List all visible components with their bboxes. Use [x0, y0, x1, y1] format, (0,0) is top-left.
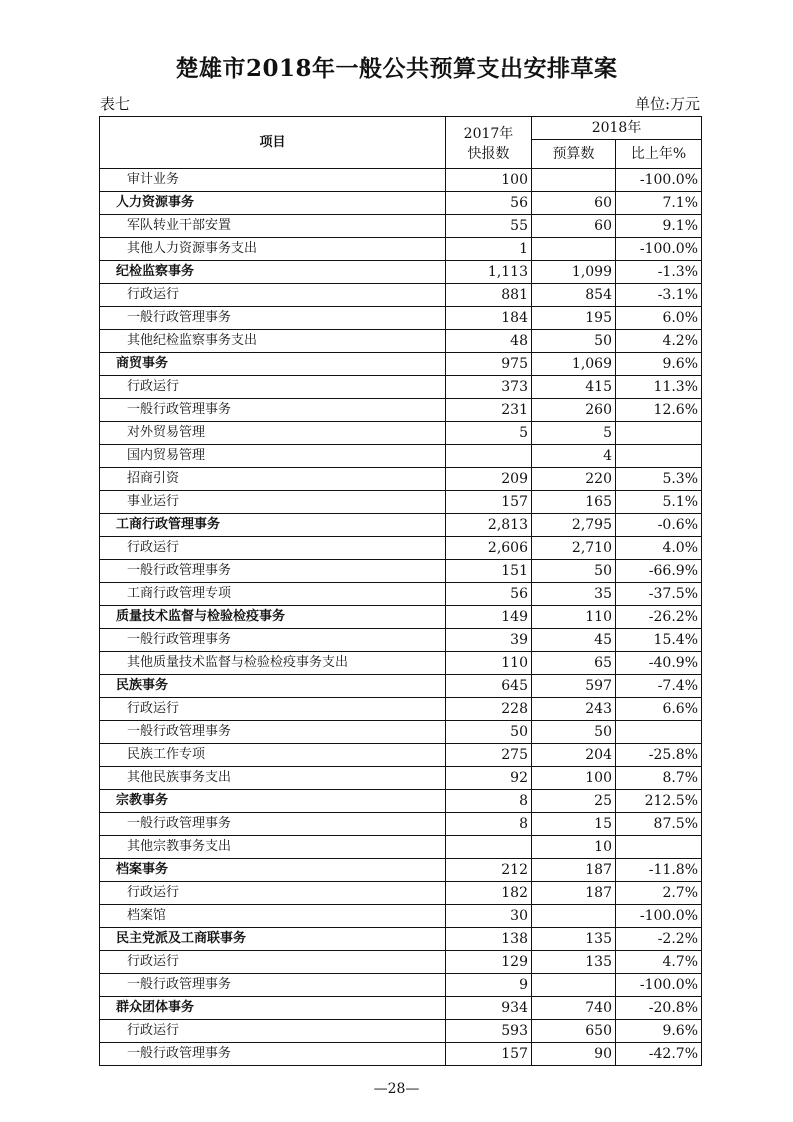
row-item-name: 一般行政管理事务: [100, 721, 446, 744]
row-item-name: 行政运行: [100, 284, 446, 307]
row-item-name: 其他人力资源事务支出: [100, 238, 446, 261]
table-row: [100, 790, 702, 813]
row-ratio-value: -100.0%: [616, 169, 702, 192]
row-ratio-value: -20.8%: [616, 997, 702, 1020]
row-ratio-value: 9.1%: [616, 215, 702, 238]
row-2017-value: [446, 445, 532, 468]
row-budget-value: 65: [532, 652, 616, 675]
row-budget-value: 135: [532, 928, 616, 951]
row-2017-value: 593: [446, 1020, 532, 1043]
table-row: [100, 675, 702, 698]
row-item-name: 一般行政管理事务: [100, 560, 446, 583]
row-budget-value: 110: [532, 606, 616, 629]
row-2017-value: 182: [446, 882, 532, 905]
row-budget-value: 100: [532, 767, 616, 790]
table-row: [100, 974, 702, 997]
row-item-name: 其他宗教事务支出: [100, 836, 446, 859]
row-budget-value: 25: [532, 790, 616, 813]
row-ratio-value: -100.0%: [616, 238, 702, 261]
row-2017-value: 275: [446, 744, 532, 767]
table-row: [100, 353, 702, 376]
row-item-name: 一般行政管理事务: [100, 974, 446, 997]
row-item-name: 军队转业干部安置: [100, 215, 446, 238]
table-row: [100, 882, 702, 905]
row-item-name: 档案馆: [100, 905, 446, 928]
table-row: [100, 169, 702, 192]
row-ratio-value: -3.1%: [616, 284, 702, 307]
row-budget-value: [532, 169, 616, 192]
row-ratio-value: -11.8%: [616, 859, 702, 882]
table-label: 表七: [100, 95, 131, 113]
row-item-name: 民族事务: [100, 675, 446, 698]
row-2017-value: 100: [446, 169, 532, 192]
row-2017-value: 184: [446, 307, 532, 330]
row-item-name: 行政运行: [100, 698, 446, 721]
row-ratio-value: -40.9%: [616, 652, 702, 675]
row-budget-value: 204: [532, 744, 616, 767]
table-row: [100, 951, 702, 974]
row-2017-value: 881: [446, 284, 532, 307]
row-budget-value: 220: [532, 468, 616, 491]
row-item-name: 群众团体事务: [100, 997, 446, 1020]
header-2017: [446, 117, 532, 169]
row-2017-value: 1,113: [446, 261, 532, 284]
row-item-name: 工商行政管理事务: [100, 514, 446, 537]
row-ratio-value: 6.0%: [616, 307, 702, 330]
row-ratio-value: -7.4%: [616, 675, 702, 698]
table-row: [100, 606, 702, 629]
row-2017-value: 228: [446, 698, 532, 721]
table-row: [100, 491, 702, 514]
row-2017-value: 2,813: [446, 514, 532, 537]
row-2017-value: 55: [446, 215, 532, 238]
row-2017-value: 138: [446, 928, 532, 951]
row-ratio-value: -100.0%: [616, 905, 702, 928]
row-ratio-value: 4.7%: [616, 951, 702, 974]
row-budget-value: 90: [532, 1043, 616, 1066]
row-item-name: 民族工作专项: [100, 744, 446, 767]
row-item-name: 其他质量技术监督与检验检疫事务支出: [100, 652, 446, 675]
row-budget-value: 165: [532, 491, 616, 514]
row-ratio-value: 15.4%: [616, 629, 702, 652]
row-item-name: 宗教事务: [100, 790, 446, 813]
row-ratio-value: -26.2%: [616, 606, 702, 629]
row-item-name: 一般行政管理事务: [100, 813, 446, 836]
row-budget-value: 10: [532, 836, 616, 859]
row-ratio-value: -1.3%: [616, 261, 702, 284]
row-budget-value: 415: [532, 376, 616, 399]
row-ratio-value: 9.6%: [616, 353, 702, 376]
table-row: [100, 928, 702, 951]
row-ratio-value: -37.5%: [616, 583, 702, 606]
row-item-name: 行政运行: [100, 1020, 446, 1043]
row-2017-value: 30: [446, 905, 532, 928]
row-budget-value: 5: [532, 422, 616, 445]
table-body: [100, 169, 702, 1066]
header-2017-label: 快报数: [467, 145, 510, 162]
table-row: [100, 905, 702, 928]
row-item-name: 一般行政管理事务: [100, 1043, 446, 1066]
row-ratio-value: [616, 422, 702, 445]
row-item-name: 其他民族事务支出: [100, 767, 446, 790]
row-budget-value: 597: [532, 675, 616, 698]
row-2017-value: 149: [446, 606, 532, 629]
row-budget-value: 187: [532, 882, 616, 905]
document-title: 楚雄市2018年一般公共预算支出安排草案: [175, 55, 618, 82]
row-2017-value: 56: [446, 583, 532, 606]
row-2017-value: 110: [446, 652, 532, 675]
row-ratio-value: 11.3%: [616, 376, 702, 399]
row-budget-value: 854: [532, 284, 616, 307]
row-ratio-value: 212.5%: [616, 790, 702, 813]
row-2017-value: 56: [446, 192, 532, 215]
row-ratio-value: 4.0%: [616, 537, 702, 560]
table-row: [100, 583, 702, 606]
table-row: [100, 399, 702, 422]
row-ratio-value: 6.6%: [616, 698, 702, 721]
row-2017-value: 212: [446, 859, 532, 882]
row-budget-value: 740: [532, 997, 616, 1020]
row-2017-value: 975: [446, 353, 532, 376]
unit-label: 单位:万元: [634, 95, 700, 113]
row-budget-value: 15: [532, 813, 616, 836]
row-item-name: 招商引资: [100, 468, 446, 491]
row-item-name: 民主党派及工商联事务: [100, 928, 446, 951]
row-budget-value: 60: [532, 192, 616, 215]
row-2017-value: 157: [446, 1043, 532, 1066]
row-ratio-value: [616, 721, 702, 744]
row-ratio-value: -100.0%: [616, 974, 702, 997]
table-row: [100, 215, 702, 238]
row-2017-value: 39: [446, 629, 532, 652]
row-budget-value: [532, 905, 616, 928]
row-2017-value: 8: [446, 813, 532, 836]
row-item-name: 一般行政管理事务: [100, 307, 446, 330]
table-row: [100, 813, 702, 836]
row-budget-value: 2,795: [532, 514, 616, 537]
row-budget-value: 35: [532, 583, 616, 606]
row-item-name: 工商行政管理专项: [100, 583, 446, 606]
table-row: [100, 744, 702, 767]
header-item: 项目: [100, 117, 446, 169]
row-budget-value: 50: [532, 560, 616, 583]
row-ratio-value: -2.2%: [616, 928, 702, 951]
row-budget-value: 45: [532, 629, 616, 652]
table-row: [100, 721, 702, 744]
row-budget-value: 260: [532, 399, 616, 422]
row-budget-value: 195: [532, 307, 616, 330]
table-row: [100, 192, 702, 215]
row-ratio-value: -25.8%: [616, 744, 702, 767]
table-row: [100, 330, 702, 353]
row-item-name: 人力资源事务: [100, 192, 446, 215]
table-row: [100, 767, 702, 790]
row-2017-value: 645: [446, 675, 532, 698]
row-budget-value: 2,710: [532, 537, 616, 560]
row-2017-value: 50: [446, 721, 532, 744]
row-item-name: 一般行政管理事务: [100, 629, 446, 652]
row-item-name: 审计业务: [100, 169, 446, 192]
table-header: [100, 117, 702, 169]
table-row: [100, 997, 702, 1020]
row-ratio-value: 9.6%: [616, 1020, 702, 1043]
table-row: [100, 514, 702, 537]
row-item-name: 行政运行: [100, 537, 446, 560]
row-budget-value: 650: [532, 1020, 616, 1043]
row-2017-value: 373: [446, 376, 532, 399]
row-2017-value: 1: [446, 238, 532, 261]
row-2017-value: [446, 836, 532, 859]
row-item-name: 商贸事务: [100, 353, 446, 376]
header-ratio: 比上年%: [616, 140, 702, 169]
budget-table: [99, 116, 702, 1066]
table-row: [100, 698, 702, 721]
page-number: —28—: [373, 1081, 420, 1097]
row-item-name: 事业运行: [100, 491, 446, 514]
row-item-name: 行政运行: [100, 882, 446, 905]
table-row: [100, 238, 702, 261]
table-row: [100, 1043, 702, 1066]
table-row: [100, 560, 702, 583]
row-budget-value: 4: [532, 445, 616, 468]
row-2017-value: 209: [446, 468, 532, 491]
header-budget: 预算数: [532, 140, 616, 169]
row-ratio-value: 2.7%: [616, 882, 702, 905]
table-row: [100, 468, 702, 491]
row-budget-value: 1,069: [532, 353, 616, 376]
row-2017-value: 157: [446, 491, 532, 514]
row-item-name: 国内贸易管理: [100, 445, 446, 468]
header-2018: 2018年: [532, 117, 702, 140]
row-budget-value: 60: [532, 215, 616, 238]
table-row: [100, 537, 702, 560]
row-item-name: 其他纪检监察事务支出: [100, 330, 446, 353]
row-ratio-value: -66.9%: [616, 560, 702, 583]
row-ratio-value: 87.5%: [616, 813, 702, 836]
row-2017-value: 151: [446, 560, 532, 583]
row-item-name: 质量技术监督与检验检疫事务: [100, 606, 446, 629]
row-budget-value: 50: [532, 330, 616, 353]
row-item-name: 行政运行: [100, 951, 446, 974]
header-2017-year: 2017年: [463, 125, 514, 142]
table-row: [100, 445, 702, 468]
table-row: [100, 307, 702, 330]
table-row: [100, 261, 702, 284]
row-item-name: 纪检监察事务: [100, 261, 446, 284]
table-row: [100, 1020, 702, 1043]
row-item-name: 行政运行: [100, 376, 446, 399]
row-budget-value: 1,099: [532, 261, 616, 284]
table-row: [100, 859, 702, 882]
row-ratio-value: 7.1%: [616, 192, 702, 215]
row-2017-value: 934: [446, 997, 532, 1020]
row-ratio-value: 4.2%: [616, 330, 702, 353]
row-2017-value: 231: [446, 399, 532, 422]
row-ratio-value: [616, 445, 702, 468]
table-row: [100, 284, 702, 307]
row-2017-value: 129: [446, 951, 532, 974]
row-budget-value: 50: [532, 721, 616, 744]
row-budget-value: [532, 238, 616, 261]
row-ratio-value: 5.1%: [616, 491, 702, 514]
row-ratio-value: -0.6%: [616, 514, 702, 537]
row-2017-value: 9: [446, 974, 532, 997]
row-2017-value: 8: [446, 790, 532, 813]
table-row: [100, 629, 702, 652]
row-ratio-value: 8.7%: [616, 767, 702, 790]
table-row: [100, 836, 702, 859]
row-ratio-value: [616, 836, 702, 859]
table-row: [100, 422, 702, 445]
table-row: [100, 376, 702, 399]
row-ratio-value: 12.6%: [616, 399, 702, 422]
row-budget-value: 187: [532, 859, 616, 882]
row-budget-value: 135: [532, 951, 616, 974]
row-ratio-value: -42.7%: [616, 1043, 702, 1066]
row-item-name: 一般行政管理事务: [100, 399, 446, 422]
row-2017-value: 5: [446, 422, 532, 445]
row-item-name: 对外贸易管理: [100, 422, 446, 445]
row-2017-value: 48: [446, 330, 532, 353]
row-budget-value: [532, 974, 616, 997]
table-row: [100, 652, 702, 675]
row-budget-value: 243: [532, 698, 616, 721]
row-2017-value: 92: [446, 767, 532, 790]
row-item-name: 档案事务: [100, 859, 446, 882]
row-2017-value: 2,606: [446, 537, 532, 560]
row-ratio-value: 5.3%: [616, 468, 702, 491]
